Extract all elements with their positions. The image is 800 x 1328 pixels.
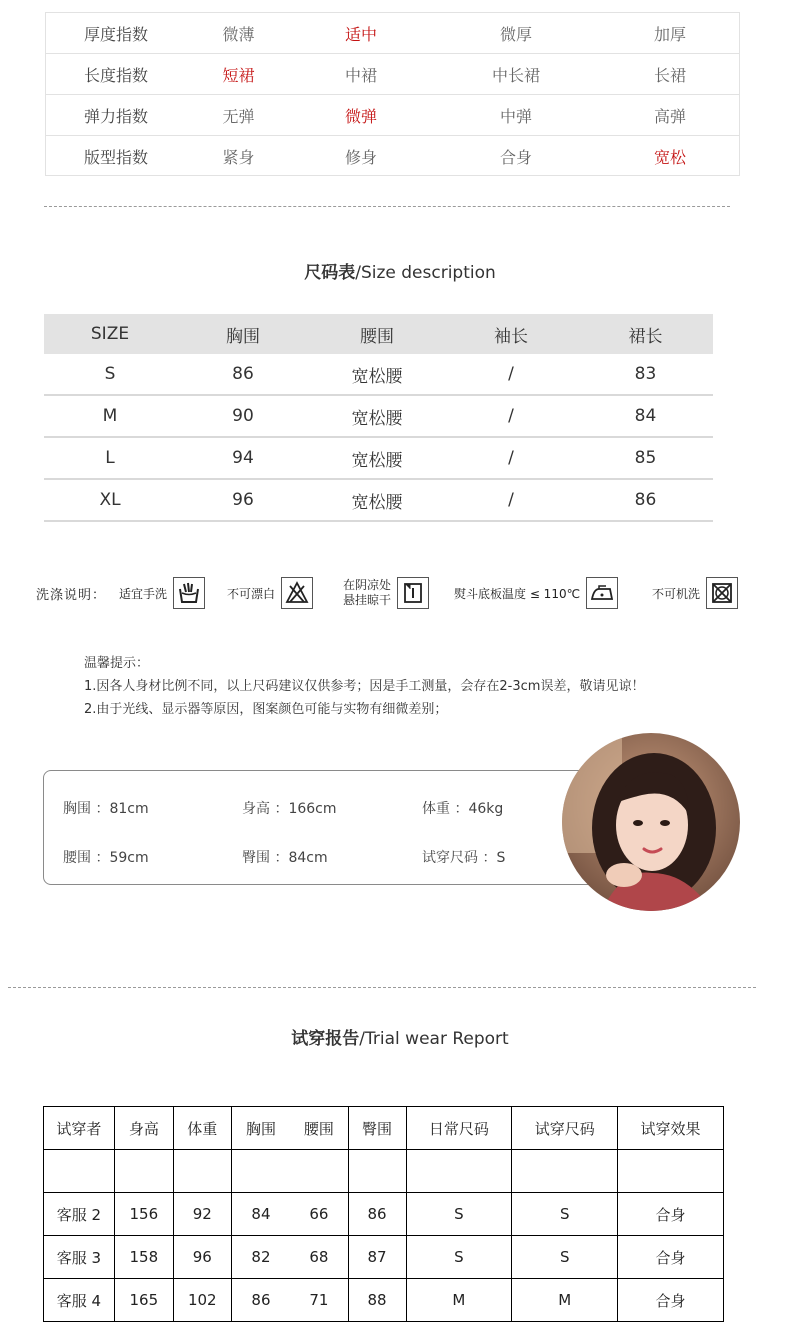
index-option: 中裙 [344, 65, 377, 85]
trial-cell-blank [406, 1150, 512, 1193]
size-cell: 84 [634, 406, 657, 426]
wash-text: 不可漂白 [227, 586, 276, 601]
wash-text: 不可机洗 [652, 586, 701, 601]
tips-line: 1.因各人身材比例不同，以上尺码建议仅供参考；因是手工测量，会存在2-3cm误差，敬请见谅！ [84, 679, 645, 694]
dashed-divider [44, 206, 730, 207]
size-cell: / [508, 448, 514, 468]
trial-cell-blank [114, 1150, 173, 1193]
trial-header-row [44, 1107, 724, 1150]
model-measurements-box [43, 770, 603, 885]
wash-text-line: 悬挂晾干 [343, 593, 392, 607]
trial-cell: 合身 [618, 1193, 724, 1236]
size-cell: L [105, 448, 115, 468]
trial-header-cell: 日常尺码 [406, 1107, 512, 1150]
index-option: 长裙 [653, 65, 686, 85]
trial-cell: M [512, 1279, 618, 1322]
wash-text: 适宜手洗 [119, 586, 168, 601]
index-option: 加厚 [653, 24, 686, 44]
index-option: 微薄 [222, 24, 255, 44]
trial-section-title [0, 1024, 800, 1049]
trial-cell: 156 [114, 1193, 173, 1236]
size-header-cell: 裙长 [628, 326, 663, 347]
model-stat-height: 身高 ：166cm [242, 801, 337, 817]
trial-header-cell: 臀围 [348, 1107, 406, 1150]
trial-report-table [43, 1106, 724, 1322]
size-cell: 90 [232, 406, 254, 426]
trial-cell: 165 [114, 1279, 173, 1322]
model-avatar [562, 733, 740, 911]
trial-cell-blank [618, 1150, 724, 1193]
trial-cell: 合身 [618, 1279, 724, 1322]
index-label: 长度指数 [83, 65, 148, 85]
index-option: 合身 [499, 148, 532, 167]
tips-line: 2.由于光线、显示器等原因，图案颜色可能与实物有细微差别； [84, 702, 448, 717]
size-cell: / [508, 364, 514, 384]
hand-wash-icon [173, 577, 205, 609]
trial-cell: 71 [290, 1279, 348, 1322]
trial-cell: 66 [290, 1193, 348, 1236]
trial-row [44, 1193, 724, 1236]
trial-cell: 102 [173, 1279, 231, 1322]
trial-cell-blank [290, 1150, 348, 1193]
index-option: 中弹 [499, 106, 532, 126]
trial-title-bold: 试穿报告 [291, 1029, 360, 1049]
iron-icon [586, 577, 618, 609]
size-cell: 86 [232, 364, 254, 384]
model-stat-waist: 腰围 ：59cm [63, 850, 149, 866]
index-label: 弹力指数 [83, 106, 148, 126]
index-row-fit [46, 136, 739, 177]
wash-text: 熨斗底板温度 ≤ 110℃ [454, 586, 581, 601]
trial-cell: 86 [348, 1193, 406, 1236]
index-option: 修身 [344, 148, 377, 167]
trial-cell-blank [173, 1150, 231, 1193]
no-bleach-icon [281, 577, 313, 609]
size-header-cell: 胸围 [226, 326, 260, 347]
size-cell: 85 [634, 448, 657, 468]
size-row [44, 480, 713, 522]
trial-cell: 158 [114, 1236, 173, 1279]
size-row [44, 396, 713, 438]
size-cell: 宽松腰 [351, 450, 403, 471]
trial-cell: 客服 3 [44, 1236, 115, 1279]
size-table [44, 314, 713, 522]
trial-header-cell: 腰围 [290, 1107, 348, 1150]
trial-cell: 68 [290, 1236, 348, 1279]
washing-instructions [36, 574, 756, 612]
wash-item-hand [119, 574, 205, 612]
tips-title: 温馨提示： [84, 656, 150, 671]
trial-cell: 88 [348, 1279, 406, 1322]
trial-cell: 82 [231, 1236, 290, 1279]
trial-title-rest: /Trial wear Report [359, 1029, 509, 1049]
wash-item-iron [454, 574, 618, 612]
wash-text-two-line [343, 578, 391, 608]
trial-row [44, 1279, 724, 1322]
wash-item-dry [343, 574, 429, 612]
size-cell: / [508, 406, 514, 426]
trial-cell: 84 [231, 1193, 290, 1236]
warm-tips [84, 652, 644, 721]
trial-header-cell: 体重 [173, 1107, 231, 1150]
trial-cell: 合身 [618, 1236, 724, 1279]
washing-label-wrap [36, 574, 106, 612]
model-stat-hip: 臀围 ：84cm [242, 850, 328, 866]
trial-cell-blank [512, 1150, 618, 1193]
index-row-thickness [46, 13, 739, 54]
index-label: 厚度指数 [83, 24, 148, 44]
size-header-cell: 腰围 [360, 326, 394, 347]
size-table-header [44, 314, 713, 354]
index-row-elasticity [46, 95, 739, 136]
index-option: 高弹 [653, 106, 686, 126]
size-cell: 86 [634, 490, 657, 510]
trial-cell: S [512, 1236, 618, 1279]
trial-cell: 87 [348, 1236, 406, 1279]
index-option: 微厚 [499, 24, 532, 44]
size-cell: 96 [232, 490, 254, 510]
trial-header-cell: 试穿尺码 [512, 1107, 618, 1150]
index-option: 中长裙 [491, 65, 540, 85]
size-cell: S [104, 364, 116, 384]
index-option: 紧身 [222, 148, 255, 167]
size-cell: / [508, 490, 514, 510]
dashed-divider [8, 987, 756, 988]
wash-item-bleach [227, 574, 313, 612]
trial-header-cell: 试穿者 [44, 1107, 115, 1150]
index-option-active: 微弹 [344, 106, 377, 126]
trial-cell-blank [44, 1150, 115, 1193]
trial-cell: 客服 2 [44, 1193, 115, 1236]
size-cell: 94 [232, 448, 254, 468]
washing-label: 洗涤说明： [36, 587, 107, 603]
size-cell: 宽松腰 [351, 366, 403, 387]
trial-cell: S [512, 1193, 618, 1236]
trial-cell: 96 [173, 1236, 231, 1279]
trial-row-blank [44, 1150, 724, 1193]
model-stat-trial-size: 试穿尺码 ：S [422, 850, 506, 866]
trial-cell: 92 [173, 1193, 231, 1236]
trial-header-cell: 身高 [114, 1107, 173, 1150]
size-cell: XL [99, 490, 121, 510]
trial-cell: M [406, 1279, 512, 1322]
size-title-bold: 尺码表 [304, 263, 356, 283]
index-option-active: 宽松 [653, 148, 686, 167]
trial-cell: 86 [231, 1279, 290, 1322]
no-machine-wash-icon [706, 577, 738, 609]
index-option-active: 适中 [344, 24, 377, 44]
index-label: 版型指数 [83, 148, 148, 167]
product-index-table [45, 12, 740, 176]
size-header-cell: SIZE [90, 324, 130, 344]
trial-cell: 客服 4 [44, 1279, 115, 1322]
shade-dry-icon [397, 577, 429, 609]
trial-cell-blank [348, 1150, 406, 1193]
trial-cell: S [406, 1236, 512, 1279]
model-stat-weight: 体重 ：46kg [422, 801, 504, 817]
wash-text-line: 在阴凉处 [343, 578, 392, 592]
trial-header-cell: 试穿效果 [618, 1107, 724, 1150]
size-cell: 83 [634, 364, 657, 384]
size-row [44, 354, 713, 396]
size-cell: M [102, 406, 118, 426]
wash-item-machine [652, 574, 738, 612]
index-option-active: 短裙 [222, 65, 255, 85]
model-stat-bust: 胸围 ：81cm [63, 801, 149, 817]
trial-cell-blank [231, 1150, 290, 1193]
size-header-cell: 袖长 [494, 326, 528, 347]
trial-row [44, 1236, 724, 1279]
size-cell: 宽松腰 [351, 492, 403, 513]
index-option: 无弹 [222, 106, 255, 126]
size-row [44, 438, 713, 480]
trial-header-cell: 胸围 [231, 1107, 290, 1150]
size-title-rest: /Size description [355, 263, 496, 283]
size-section-title [0, 258, 800, 283]
size-cell: 宽松腰 [351, 408, 403, 429]
index-row-length [46, 54, 739, 95]
trial-cell: S [406, 1193, 512, 1236]
